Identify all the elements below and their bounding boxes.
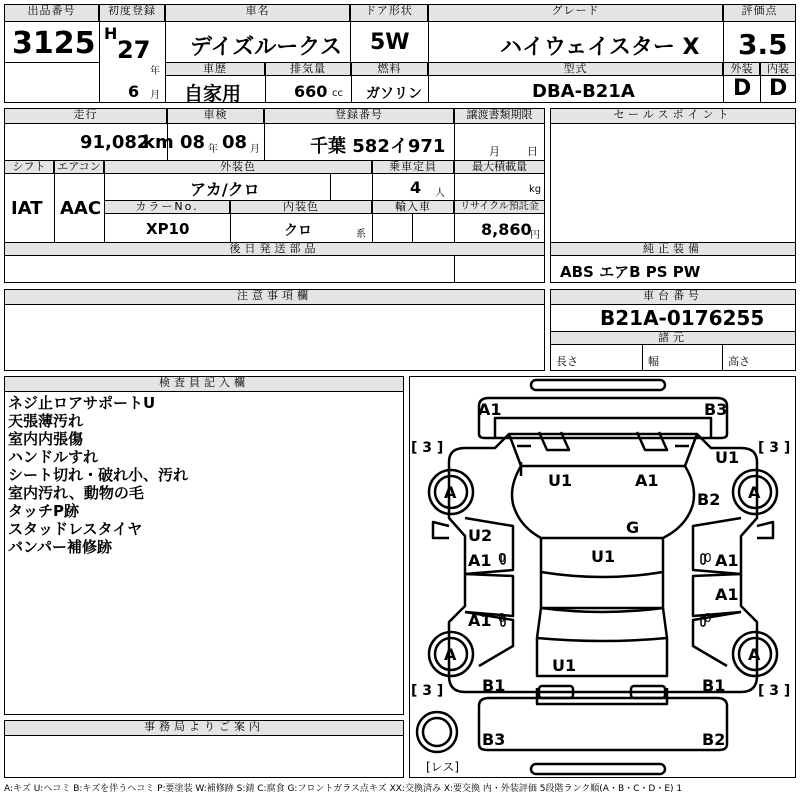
aircon-label: エアコン bbox=[54, 160, 104, 174]
code-roof-u1: U1 bbox=[591, 547, 616, 566]
exterior-grade-label: 外装 bbox=[723, 62, 760, 76]
registration-month: 6 bbox=[128, 82, 140, 101]
code-door-fr: A1 bbox=[715, 551, 739, 570]
interior-color-label: 内装色 bbox=[230, 200, 372, 214]
code-front-right: B3 bbox=[704, 400, 728, 419]
tire-count-fl: [ 3 ] bbox=[411, 440, 444, 456]
fuel-label: 燃料 bbox=[351, 62, 428, 76]
aircon: AAC bbox=[60, 198, 102, 219]
history: 自家用 bbox=[184, 83, 242, 105]
mileage-unit: km bbox=[143, 132, 174, 153]
score-label: 評価点 bbox=[723, 4, 796, 22]
code-door-rl-zero: 0 bbox=[498, 611, 506, 625]
mileage: 91,082 bbox=[80, 132, 150, 153]
damage-legend: A:キズ U:ヘコミ B:キズを伴うヘコミ P:要塗装 W:補修跡 S:錆 C:腐食 G:フロントガラス点キズ XX:交換済み X:要交換 内・外装評価 5段階ランク順(A・B・C・D・E) 1 bbox=[4, 784, 683, 794]
era: H bbox=[104, 24, 118, 43]
code-trunk: U1 bbox=[552, 656, 577, 675]
tire-count-rr: [ 3 ] bbox=[758, 683, 791, 699]
capacity: 4 bbox=[410, 178, 422, 197]
color-no: XP10 bbox=[146, 220, 190, 238]
max-load-unit: kg bbox=[529, 184, 542, 195]
interior-color-unit: 系 bbox=[356, 229, 366, 240]
door-type-label: ドア形状 bbox=[350, 4, 428, 22]
lot-label: 出品番号 bbox=[4, 4, 99, 22]
remark-line: ネジ止ロアサポートU bbox=[8, 394, 156, 412]
code-door-fr-zero: 0 bbox=[704, 551, 712, 565]
tire-count-fr: [ 3 ] bbox=[758, 440, 791, 456]
month-unit: 月 bbox=[150, 90, 160, 101]
length-label: 長さ bbox=[556, 355, 578, 368]
capacity-label: 乗車定員 bbox=[372, 160, 454, 174]
lot-number: 3125 bbox=[12, 26, 96, 61]
tire-rr-code: A bbox=[748, 645, 761, 664]
code-rear-fender-l: B1 bbox=[482, 676, 506, 695]
max-load-label: 最大積載量 bbox=[454, 160, 545, 174]
code-door-fl: A1 bbox=[468, 551, 492, 570]
recycle-fee-unit: 円 bbox=[530, 230, 540, 241]
grade-label: グレード bbox=[428, 4, 723, 22]
remark-line: タッチP跡 bbox=[8, 502, 79, 520]
chassis-number: B21A-0176255 bbox=[600, 306, 765, 330]
recycle-fee-label: リサイクル預託金 bbox=[454, 200, 545, 214]
code-front-left: A1 bbox=[478, 400, 502, 419]
remark-line: ハンドルすれ bbox=[8, 448, 99, 466]
shift: IAT bbox=[11, 198, 43, 219]
mileage-label: 走行 bbox=[4, 108, 167, 124]
code-door-rr: A1 bbox=[715, 585, 739, 604]
chassis-label: 車台番号 bbox=[550, 289, 796, 305]
transfer-day: 日 bbox=[527, 145, 538, 158]
code-roof-g: G bbox=[626, 518, 640, 537]
code-door-fl-u2: U2 bbox=[468, 526, 493, 545]
tire-fr-code: A bbox=[748, 483, 761, 502]
first-registration-label: 初度登録 bbox=[99, 4, 165, 22]
parts-later-label: 後日発送部品 bbox=[4, 242, 545, 256]
remark-line: 天張薄汚れ bbox=[8, 412, 84, 430]
grade: ハイウェイスター X bbox=[500, 35, 700, 60]
code-hood-left: U1 bbox=[548, 471, 573, 490]
inspection-year: 08 bbox=[180, 132, 206, 153]
remark-line: 室内汚れ、動物の毛 bbox=[8, 484, 144, 502]
code-door-fl-zero: 0 bbox=[498, 551, 506, 565]
import-label: 輸入車 bbox=[372, 200, 454, 214]
sales-point-label: セールスポイント bbox=[550, 108, 796, 124]
inspection-label: 車検 bbox=[167, 108, 264, 124]
spare-tire-label: [レス] bbox=[426, 760, 460, 774]
code-fender-fr: U1 bbox=[715, 448, 740, 467]
car-outline bbox=[409, 376, 796, 778]
equipment-label: 純正装備 bbox=[550, 242, 796, 256]
year-unit: 年 bbox=[150, 66, 160, 77]
fuel: ガソリン bbox=[366, 86, 422, 102]
car-name-label: 車名 bbox=[165, 4, 350, 22]
inspection-month-unit: 月 bbox=[250, 144, 260, 155]
remark-line: バンパー補修跡 bbox=[8, 538, 112, 556]
plate-label: 登録番号 bbox=[264, 108, 454, 124]
interior-grade-label: 内装 bbox=[760, 62, 796, 76]
recycle-fee: 8,860 bbox=[481, 220, 532, 239]
color-no-label: カラーNo. bbox=[104, 200, 230, 214]
plate-number: 千葉 582イ971 bbox=[310, 136, 446, 157]
office-label: 事務局よりご案内 bbox=[4, 720, 404, 736]
exterior-color: アカ/クロ bbox=[190, 180, 260, 199]
code-fender-fr-2: B2 bbox=[697, 490, 721, 509]
notes-label: 注意事項欄 bbox=[4, 289, 545, 305]
displacement: 660 bbox=[294, 82, 328, 101]
remark-line: 室内内張傷 bbox=[8, 430, 84, 448]
interior-grade: D bbox=[769, 76, 788, 101]
history-label: 車歴 bbox=[165, 62, 265, 76]
code-rear-left: B3 bbox=[482, 730, 506, 749]
code-door-rr-zero: 0 bbox=[704, 611, 712, 625]
score: 3.5 bbox=[738, 28, 788, 61]
height-label: 高さ bbox=[728, 355, 750, 368]
width-label: 幅 bbox=[648, 355, 659, 368]
equipment: ABS エアB PS PW bbox=[560, 263, 701, 281]
code-rear-fender-r: B1 bbox=[702, 676, 726, 695]
transfer-month: 月 bbox=[489, 145, 500, 158]
interior-color: クロ bbox=[284, 223, 312, 239]
car-name: デイズルークス bbox=[190, 35, 343, 60]
model-code: DBA-B21A bbox=[532, 81, 635, 102]
inspection-month: 08 bbox=[222, 132, 248, 153]
tire-rl-code: A bbox=[444, 645, 457, 664]
remark-line: シート切れ・破れ小、汚れ bbox=[8, 466, 189, 484]
exterior-grade: D bbox=[733, 76, 752, 101]
sales-point-block bbox=[550, 108, 796, 283]
registration-year: 27 bbox=[117, 36, 151, 64]
displacement-label: 排気量 bbox=[265, 62, 351, 76]
inspector-remarks bbox=[8, 394, 188, 556]
model-code-label: 型式 bbox=[428, 62, 723, 76]
remark-line: スタッドレスタイヤ bbox=[8, 520, 143, 538]
code-rear-right: B2 bbox=[702, 730, 726, 749]
shift-label: シフト bbox=[4, 160, 54, 174]
tire-count-rl: [ 3 ] bbox=[411, 683, 444, 699]
code-hood-right: A1 bbox=[635, 471, 659, 490]
capacity-unit: 人 bbox=[435, 188, 445, 199]
displacement-unit: cc bbox=[332, 88, 343, 99]
inspector-label: 検査員記入欄 bbox=[4, 376, 404, 392]
transfer-deadline-label: 譲渡書類期限 bbox=[454, 108, 545, 124]
exterior-color-label: 外装色 bbox=[104, 160, 372, 174]
door-type: 5W bbox=[370, 30, 410, 55]
tire-fl-code: A bbox=[444, 483, 457, 502]
dimensions-label: 諸元 bbox=[550, 331, 796, 345]
code-door-rl: A1 bbox=[468, 611, 492, 630]
inspection-year-unit: 年 bbox=[208, 144, 218, 155]
